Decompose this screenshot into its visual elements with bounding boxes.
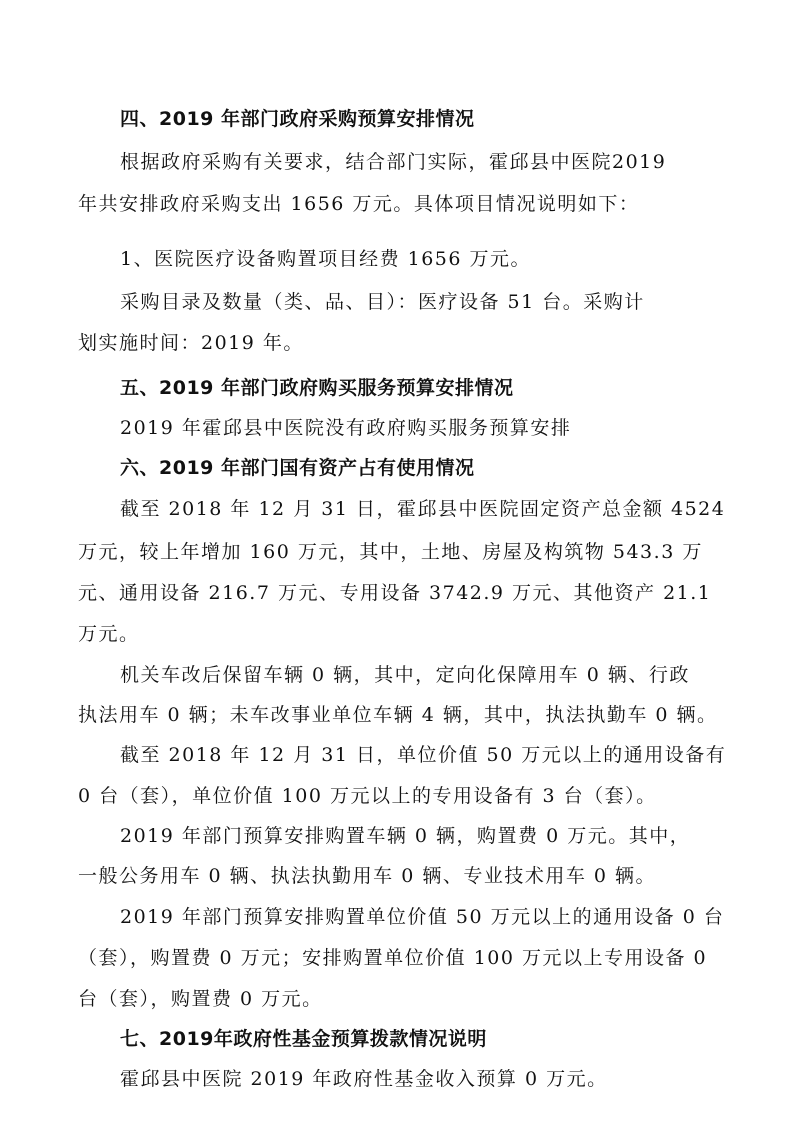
- section-heading-6: 六、2019 年部门国有资产占有使用情况: [120, 457, 475, 479]
- paragraph-line: 根据政府采购有关要求，结合部门实际，霍邱县中医院2019: [120, 151, 667, 173]
- section-heading-4: 四、2019 年部门政府采购预算安排情况: [120, 108, 475, 130]
- paragraph-line: 万元，较上年增加 160 万元，其中，土地、房屋及构筑物 543.3 万: [78, 541, 703, 563]
- paragraph-line: 元、通用设备 216.7 万元、专用设备 3742.9 万元、其他资产 21.1: [78, 582, 712, 604]
- paragraph-line: 1、医院医疗设备购置项目经费 1656 万元。: [120, 248, 532, 270]
- paragraph-line: 采购目录及数量（类、品、目）：医疗设备 51 台。采购计: [120, 291, 645, 313]
- paragraph-line: 霍邱县中医院 2019 年政府性基金收入预算 0 万元。: [120, 1068, 608, 1090]
- paragraph-line: （套），购置费 0 万元；安排购置单位价值 100 万元以上专用设备 0: [78, 947, 708, 969]
- paragraph-line: 2019 年部门预算安排购置单位价值 50 万元以上的通用设备 0 台: [120, 906, 725, 928]
- paragraph-line: 2019 年霍邱县中医院没有政府购买服务预算安排: [120, 417, 572, 439]
- section-heading-7: 七、2019年政府性基金预算拨款情况说明: [120, 1028, 487, 1050]
- paragraph-line: 2019 年部门预算安排购置车辆 0 辆，购置费 0 万元。其中，: [120, 825, 691, 847]
- paragraph-line: 万元。: [78, 623, 140, 645]
- section-heading-5: 五、2019 年部门政府购买服务预算安排情况: [120, 377, 514, 399]
- paragraph-line: 划实施时间：2019 年。: [78, 332, 304, 354]
- paragraph-line: 执法用车 0 辆；未车改事业单位车辆 4 辆，其中，执法执勤车 0 辆。: [78, 704, 718, 726]
- paragraph-line: 年共安排政府采购支出 1656 万元。具体项目情况说明如下：: [78, 193, 640, 215]
- paragraph-line: 截至 2018 年 12 月 31 日，单位价值 50 万元以上的通用设备有: [120, 744, 727, 766]
- paragraph-line: 截至 2018 年 12 月 31 日，霍邱县中医院固定资产总金额 4524: [120, 498, 726, 520]
- paragraph-line: 台（套），购置费 0 万元。: [78, 988, 323, 1010]
- paragraph-line: 一般公务用车 0 辆、执法执勤用车 0 辆、专业技术用车 0 辆。: [78, 865, 657, 887]
- paragraph-line: 0 台（套），单位价值 100 万元以上的专用设备有 3 台（套）。: [78, 785, 657, 807]
- paragraph-line: 机关车改后保留车辆 0 辆，其中，定向化保障用车 0 辆、行政: [120, 664, 690, 686]
